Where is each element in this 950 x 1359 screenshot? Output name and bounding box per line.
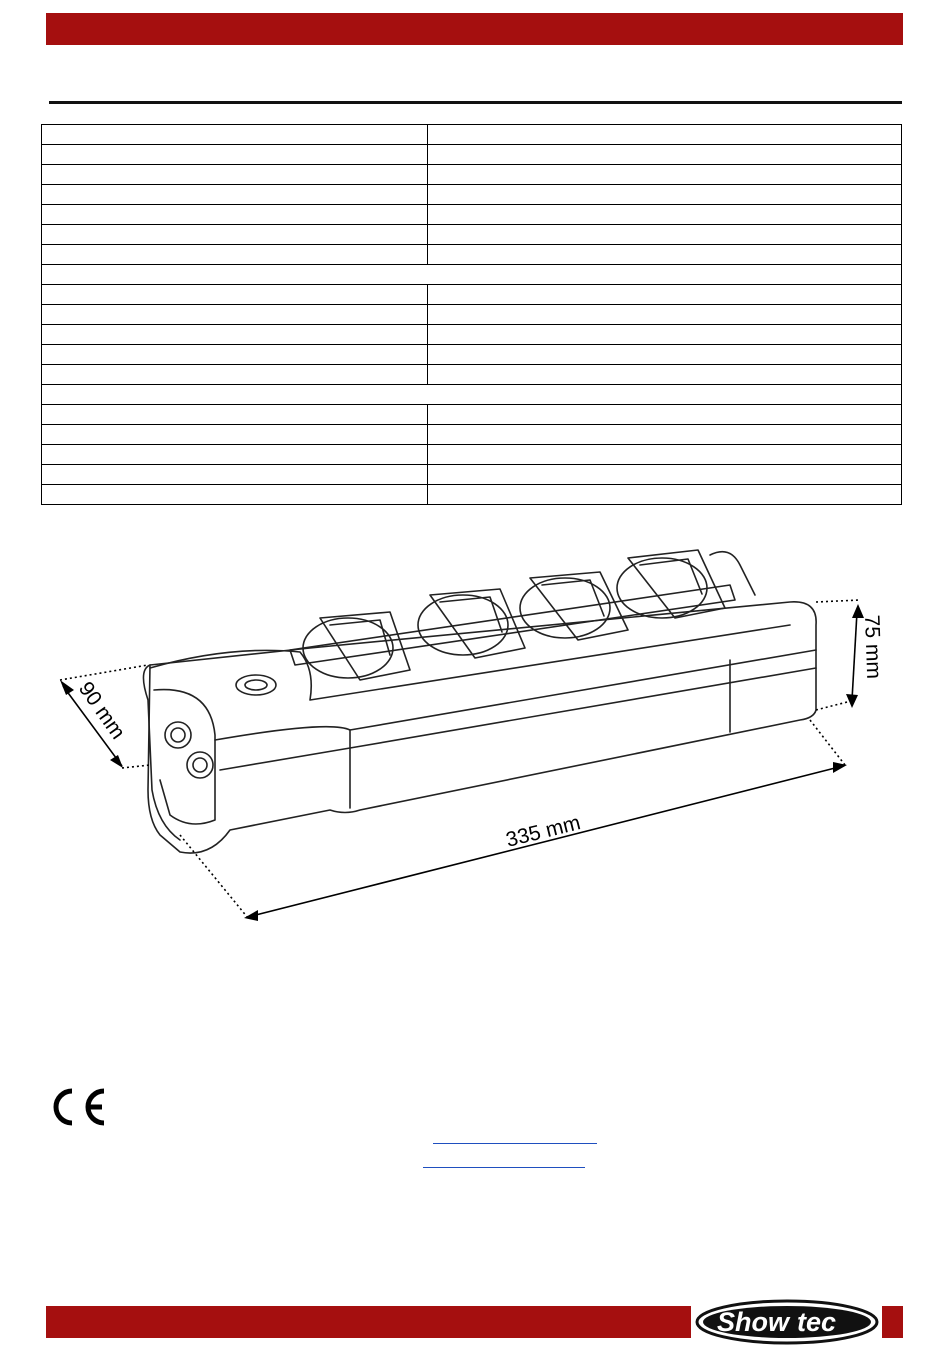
table-row <box>42 425 902 445</box>
table-row <box>42 225 902 245</box>
spec-table <box>41 124 902 505</box>
table-row <box>42 345 902 365</box>
table-row <box>42 205 902 225</box>
spec-label-cell <box>42 125 428 145</box>
spec-value-cell <box>428 485 902 505</box>
table-section-row <box>42 385 902 405</box>
table-row <box>42 485 902 505</box>
logo-text-show: Show <box>717 1307 789 1337</box>
table-row <box>42 165 902 185</box>
ce-mark-icon <box>48 1085 110 1129</box>
length-label: 335 mm <box>503 811 583 852</box>
spec-label-cell <box>42 405 428 425</box>
table-row <box>42 125 902 145</box>
link-underline-1[interactable] <box>433 1143 597 1144</box>
spec-label-cell <box>42 425 428 445</box>
spec-value-cell <box>428 245 902 265</box>
footer-bar-end <box>882 1306 903 1338</box>
spec-label-cell <box>42 485 428 505</box>
spec-label-cell <box>42 345 428 365</box>
spec-value-cell <box>428 225 902 245</box>
spec-label-cell <box>42 245 428 265</box>
table-section-row <box>42 265 902 285</box>
spec-label-cell <box>42 465 428 485</box>
link-underline-2[interactable] <box>423 1167 585 1168</box>
section-heading-cell <box>42 385 902 405</box>
spec-value-cell <box>428 185 902 205</box>
spec-value-cell <box>428 285 902 305</box>
xlr-connector-2 <box>187 752 213 778</box>
spec-label-cell <box>42 365 428 385</box>
table-row <box>42 365 902 385</box>
table-row <box>42 305 902 325</box>
spec-value-cell <box>428 165 902 185</box>
table-row <box>42 185 902 205</box>
spec-label-cell <box>42 305 428 325</box>
table-row <box>42 145 902 165</box>
header-bar <box>46 13 903 45</box>
spec-value-cell <box>428 125 902 145</box>
spec-label-cell <box>42 205 428 225</box>
spec-value-cell <box>428 465 902 485</box>
spec-value-cell <box>428 445 902 465</box>
spec-value-cell <box>428 405 902 425</box>
depth-label: 90 mm <box>73 677 130 744</box>
body-outline <box>148 602 816 853</box>
spec-label-cell <box>42 145 428 165</box>
logo-text-tec: tec <box>797 1307 837 1337</box>
height-label: 75 mm <box>860 614 886 680</box>
spec-value-cell <box>428 425 902 445</box>
spec-value-cell <box>428 205 902 225</box>
spec-value-cell <box>428 145 902 165</box>
spec-label-cell <box>42 185 428 205</box>
spec-label-cell <box>42 165 428 185</box>
header-rule <box>49 101 902 104</box>
xlr-connector-1 <box>165 722 191 748</box>
spec-value-cell <box>428 365 902 385</box>
socket-4 <box>617 550 725 618</box>
table-row <box>42 445 902 465</box>
product-dimension-drawing <box>30 540 920 940</box>
spec-label-cell <box>42 325 428 345</box>
spec-value-cell <box>428 305 902 325</box>
spec-label-cell <box>42 225 428 245</box>
spec-value-cell <box>428 345 902 365</box>
table-row <box>42 465 902 485</box>
spec-value-cell <box>428 325 902 345</box>
spec-label-cell <box>42 445 428 465</box>
table-row <box>42 325 902 345</box>
showtec-logo <box>693 1298 881 1346</box>
table-row <box>42 245 902 265</box>
section-heading-cell <box>42 265 902 285</box>
spec-label-cell <box>42 285 428 305</box>
table-row <box>42 405 902 425</box>
table-row <box>42 285 902 305</box>
footer-bar <box>46 1306 691 1338</box>
